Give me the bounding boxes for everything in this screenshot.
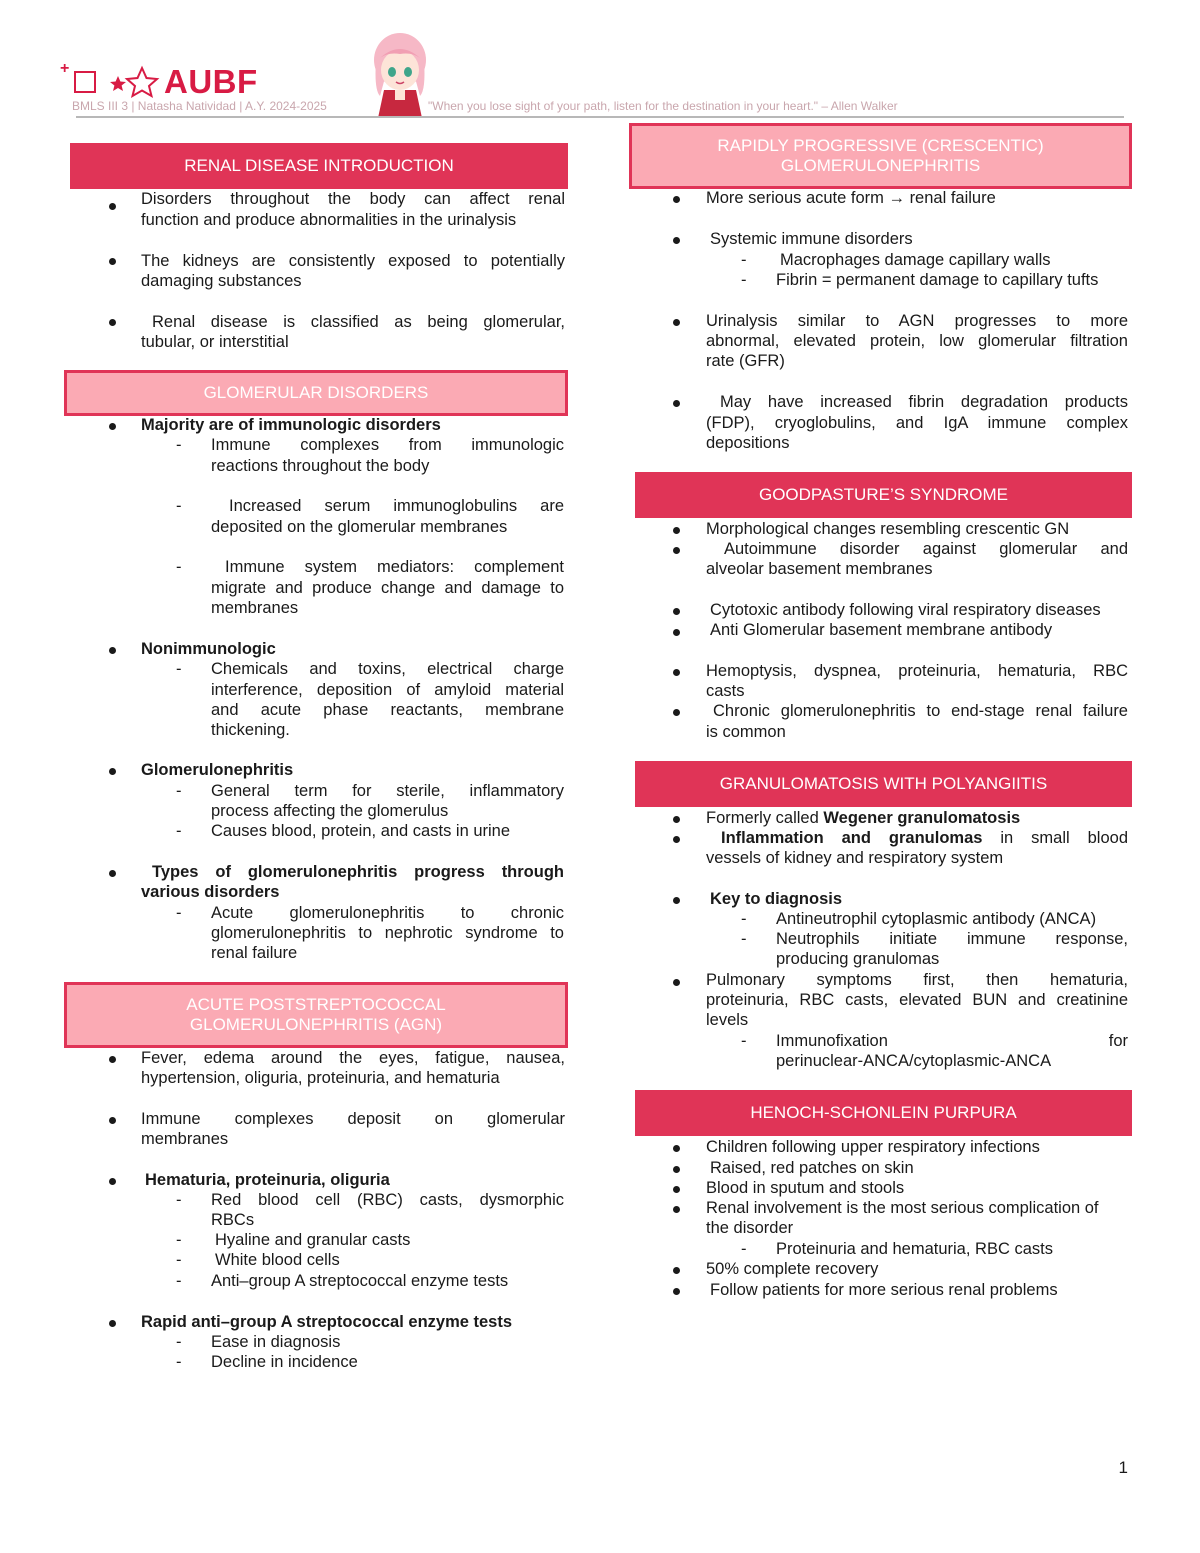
list-subitem-cont: renal failure (211, 944, 298, 962)
dash-marker: - (176, 1333, 182, 1351)
bullet-icon (109, 258, 116, 265)
dash-marker: - (176, 660, 182, 678)
list-item-text: Formerly called (706, 809, 824, 827)
stars-icon (108, 64, 160, 100)
bullet-icon (109, 1056, 116, 1063)
list-item: Nonimmunologic (141, 640, 276, 658)
list-item: May have increased fibrin degradation products (720, 393, 1128, 411)
section-header-agn: ACUTE POSTSTREPTOCOCCAL GLOMERULONEPHRITIS (AGN) (64, 982, 568, 1048)
bullet-icon (673, 816, 680, 823)
list-item-emphasis: Wegener granulomatosis (823, 809, 1021, 827)
bullet-icon (673, 1267, 680, 1274)
list-item: Cytotoxic antibody following viral respiratory diseases (710, 601, 1101, 619)
dash-marker: - (176, 782, 182, 800)
list-subitem: Acute glomerulonephritis to chronic (211, 904, 564, 922)
dash-marker: - (176, 904, 182, 922)
bullet-icon (109, 1178, 116, 1185)
dash-marker: - (176, 497, 182, 515)
list-item: Pulmonary symptoms first, then hematuria, (706, 971, 1128, 989)
list-item-cont: vessels of kidney and respiratory system (706, 849, 1004, 867)
list-subitem-cont: deposited on the glomerular membranes (211, 518, 508, 536)
dash-marker: - (741, 1240, 747, 1258)
list-item-cont: hypertension, oliguria, proteinuria, and hematuria (141, 1069, 500, 1087)
dash-marker: - (176, 436, 182, 454)
dash-marker: - (741, 930, 747, 948)
list-subitem-cont: RBCs (211, 1211, 255, 1229)
list-item: Disorders throughout the body can affect renal (141, 190, 565, 208)
bullet-icon (673, 1206, 680, 1213)
list-item: Anti Glomerular basement membrane antibody (710, 621, 1053, 639)
dash-marker: - (176, 1272, 182, 1290)
bullet-icon (109, 1320, 116, 1327)
list-subitem: General term for sterile, inflammatory (211, 782, 564, 800)
list-item: Follow patients for more serious renal problems (710, 1281, 1058, 1299)
list-item: Glomerulonephritis (141, 761, 294, 779)
header-divider (76, 116, 1124, 118)
list-item: Renal involvement is the most serious complication of (706, 1199, 1099, 1217)
bullet-icon (673, 527, 680, 534)
list-item: The kidneys are consistently exposed to potentially (141, 252, 565, 270)
list-subitem: Immune complexes from immunologic (211, 436, 564, 454)
list-item-cont: (FDP), cryoglobulins, and IgA immune complex (706, 414, 1128, 432)
list-item: Fever, edema around the eyes, fatigue, nausea, (141, 1049, 565, 1067)
list-item-text: in small blood (982, 829, 1128, 847)
list-item-cont: membranes (141, 1130, 229, 1148)
bullet-icon (673, 897, 680, 904)
bullet-icon (109, 319, 116, 326)
anime-avatar-image (366, 30, 434, 118)
plus-icon: + (60, 60, 70, 77)
list-subitem: Anti–group A streptococcal enzyme tests (211, 1272, 509, 1290)
bullet-icon (109, 647, 116, 654)
list-subitem: Proteinuria and hematuria, RBC casts (776, 1240, 1053, 1258)
section-header-hsp: HENOCH-SCHONLEIN PURPURA (635, 1090, 1132, 1136)
list-item-cont: casts (706, 682, 745, 700)
dash-marker: - (176, 1231, 182, 1249)
list-item: Key to diagnosis (710, 890, 843, 908)
dash-marker: - (741, 271, 747, 289)
list-item-cont: tubular, or interstitial (141, 333, 289, 351)
bullet-icon (673, 196, 680, 203)
list-item (706, 809, 1020, 828)
list-item: Hemoptysis, dyspnea, proteinuria, hematuria, RBC (706, 662, 1128, 680)
list-item (721, 829, 1128, 848)
list-subitem-cont: process affecting the glomerulus (211, 802, 449, 820)
bullet-icon (673, 836, 680, 843)
section-header-renal-intro: RENAL DISEASE INTRODUCTION (70, 143, 568, 189)
list-item: Majority are of immunologic disorders (141, 416, 441, 434)
square-icon (74, 71, 96, 93)
dash-marker: - (741, 251, 747, 269)
list-item-cont: depositions (706, 434, 790, 452)
section-header-rpgn: RAPIDLY PROGRESSIVE (CRESCENTIC) GLOMERULONEPHRITIS (629, 123, 1132, 189)
bullet-icon (673, 400, 680, 407)
list-item: Immune complexes deposit on glomerular (141, 1110, 565, 1128)
list-item: Morphological changes resembling crescentic GN (706, 520, 1070, 538)
dash-marker: - (176, 558, 182, 576)
list-subitem-cont: perinuclear-ANCA/cytoplasmic-ANCA (776, 1052, 1052, 1070)
list-subitem: Immune system mediators: complement (225, 558, 564, 576)
list-item-cont: is common (706, 723, 786, 741)
bullet-icon (673, 319, 680, 326)
list-item-cont: various disorders (141, 883, 280, 901)
list-subitem: Immunofixation for (776, 1032, 1128, 1050)
bullet-icon (673, 1145, 680, 1152)
list-item: Renal disease is classified as being glomerular, (152, 313, 565, 331)
list-item-cont: the disorder (706, 1219, 794, 1237)
dash-marker: - (176, 822, 182, 840)
dash-marker: - (741, 910, 747, 928)
list-subitem-cont: interference, deposition of amyloid material (211, 681, 564, 699)
list-item: Chronic glomerulonephritis to end-stage renal failure (713, 702, 1128, 720)
list-subitem-cont: producing granulomas (776, 950, 940, 968)
bullet-icon (673, 629, 680, 636)
list-item-cont: levels (706, 1011, 749, 1029)
list-item-cont: alveolar basement membranes (706, 560, 933, 578)
section-header-gpa: GRANULOMATOSIS WITH POLYANGIITIS (635, 761, 1132, 807)
list-subitem: Antineutrophil cytoplasmic antibody (ANCA) (776, 910, 1097, 928)
list-subitem: Neutrophils initiate immune response, (776, 930, 1128, 948)
list-item: Rapid anti–group A streptococcal enzyme tests (141, 1313, 513, 1331)
bullet-icon (673, 669, 680, 676)
list-item: Autoimmune disorder against glomerular and (724, 540, 1128, 558)
dash-marker: - (176, 1251, 182, 1269)
dash-marker: - (176, 1191, 182, 1209)
list-subitem: Ease in diagnosis (211, 1333, 341, 1351)
list-subitem: Hyaline and granular casts (215, 1231, 411, 1249)
list-subitem-cont: glomerulonephritis to nephrotic syndrome to (211, 924, 564, 942)
section-header-goodpasture: GOODPASTURE’S SYNDROME (635, 472, 1132, 518)
bullet-icon (109, 423, 116, 430)
list-item: Blood in sputum and stools (706, 1179, 905, 1197)
list-subitem: Macrophages damage capillary walls (780, 251, 1051, 269)
bullet-icon (109, 768, 116, 775)
list-item: Children following upper respiratory infections (706, 1138, 1040, 1156)
bullet-icon (673, 547, 680, 554)
bullet-icon (109, 870, 116, 877)
list-item: Raised, red patches on skin (710, 1159, 914, 1177)
list-subitem: Chemicals and toxins, electrical charge (211, 660, 564, 678)
list-subitem-cont: membranes (211, 599, 299, 617)
list-item-cont: damaging substances (141, 272, 302, 290)
bullet-icon (673, 979, 680, 986)
list-subitem: White blood cells (215, 1251, 340, 1269)
dash-marker: - (741, 1032, 747, 1050)
list-item-cont: proteinuria, RBC casts, elevated BUN and creatinine (706, 991, 1128, 1009)
bullet-icon (673, 237, 680, 244)
list-subitem: Increased serum immunoglobulins are (229, 497, 564, 515)
list-subitem: Red blood cell (RBC) casts, dysmorphic (211, 1191, 564, 1209)
list-item-cont: function and produce abnormalities in the urinalysis (141, 211, 517, 229)
list-subitem-cont: thickening. (211, 721, 290, 739)
list-item: Systemic immune disorders (710, 230, 913, 248)
header-title: AUBF (164, 63, 258, 100)
list-item: Urinalysis similar to AGN progresses to more (706, 312, 1128, 330)
list-subitem-cont: and acute phase reactants, membrane (211, 701, 564, 719)
bullet-icon (109, 203, 116, 210)
bullet-icon (673, 608, 680, 615)
list-item: Types of glomerulonephritis progress through (152, 863, 564, 881)
logo (60, 62, 258, 102)
bullet-icon (673, 1186, 680, 1193)
page-number: 1 (1118, 1458, 1128, 1477)
header-quote: "When you lose sight of your path, listen for the destination in your heart." – Allen Walker (428, 99, 898, 113)
list-subitem: Causes blood, protein, and casts in urine (211, 822, 511, 840)
section-header-glomerular: GLOMERULAR DISORDERS (64, 370, 568, 416)
list-item-cont: rate (GFR) (706, 352, 785, 370)
list-item: Hematuria, proteinuria, oliguria (145, 1171, 390, 1189)
list-item-cont: abnormal, elevated protein, low glomerular filtration (706, 332, 1128, 350)
list-item: 50% complete recovery (706, 1260, 879, 1278)
list-subitem-cont: migrate and produce change and damage to (211, 579, 564, 597)
list-subitem: Decline in incidence (211, 1353, 358, 1371)
header-subtitle: BMLS III 3 | Natasha Natividad | A.Y. 2024-2025 (72, 99, 327, 113)
list-subitem: Fibrin = permanent damage to capillary tufts (776, 271, 1099, 289)
bullet-icon (673, 1166, 680, 1173)
list-item: More serious acute form → renal failure (706, 189, 996, 207)
dash-marker: - (176, 1353, 182, 1371)
list-item-emphasis: Inflammation and granulomas (721, 829, 983, 847)
bullet-icon (109, 1117, 116, 1124)
bullet-icon (673, 709, 680, 716)
list-subitem-cont: reactions throughout the body (211, 457, 430, 475)
bullet-icon (673, 1288, 680, 1295)
